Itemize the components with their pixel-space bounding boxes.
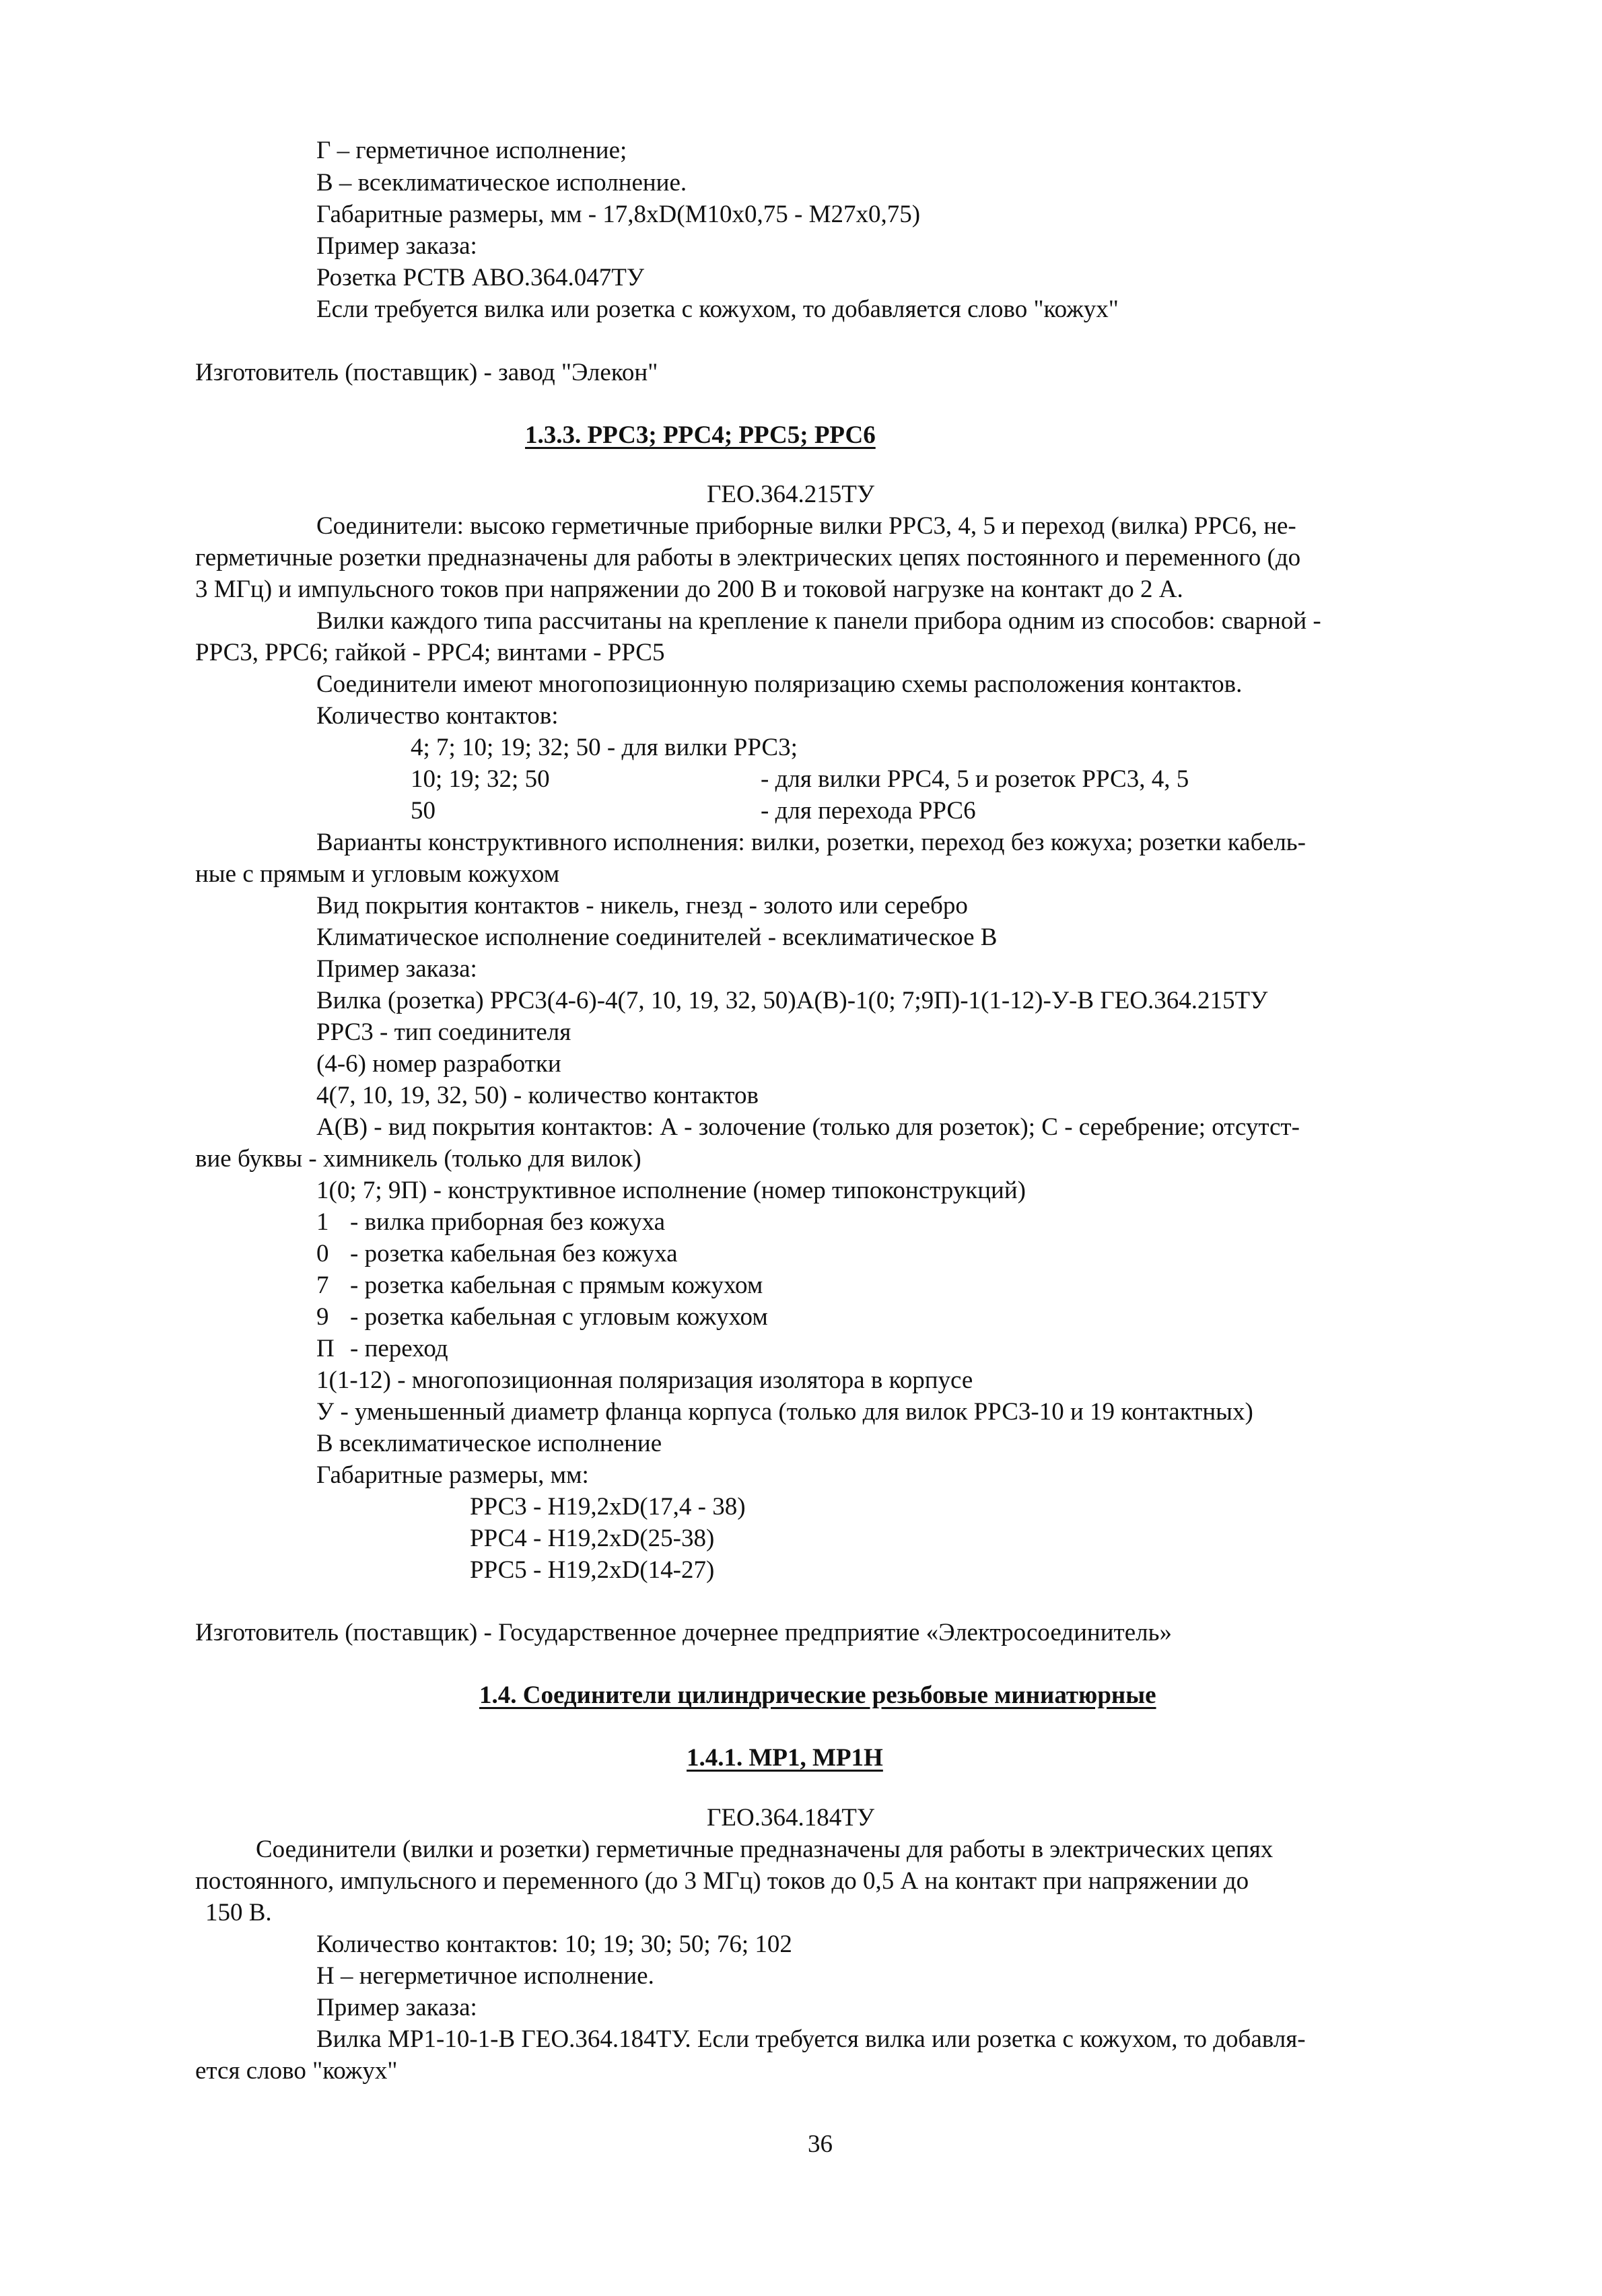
text-line: В всеклиматическое исполнение bbox=[316, 1430, 662, 1457]
text-line: Розетка РСТВ АВО.364.047ТУ bbox=[316, 264, 645, 291]
text-line: Количество контактов: bbox=[316, 702, 559, 730]
manufacturer-line: Изготовитель (поставщик) - Государственное дочернее предприятие «Электросоединитель» bbox=[195, 1619, 1172, 1646]
text-line: (4-6) номер разработки bbox=[316, 1050, 561, 1078]
page-number: 36 bbox=[808, 2130, 833, 2158]
contact-count-left: 10; 19; 32; 50 bbox=[411, 765, 550, 793]
text-line: Если требуется вилка или розетка с кожухом, то добавляется слово "кожух" bbox=[316, 295, 1119, 323]
type-text: - розетка кабельная с прямым кожухом bbox=[350, 1272, 763, 1299]
type-code: 1 bbox=[316, 1208, 329, 1236]
text-line: РРС3, РРС6; гайкой - РРС4; винтами - РРС5 bbox=[195, 639, 665, 666]
section-heading: 1.3.3. РРС3; РРС4; РРС5; РРС6 bbox=[525, 421, 876, 449]
text-line: 3 МГц) и импульсного токов при напряжении до 200 В и токовой нагрузке на контакт до 2 А. bbox=[195, 576, 1183, 603]
type-code: 9 bbox=[316, 1303, 329, 1331]
type-text: - розетка кабельная с угловым кожухом bbox=[350, 1303, 768, 1331]
text-line: РРС3 - тип соединителя bbox=[316, 1018, 571, 1046]
manufacturer-line: Изготовитель (поставщик) - завод "Элекон" bbox=[195, 359, 658, 386]
text-line: В – всеклиматическое исполнение. bbox=[316, 169, 687, 197]
text-line: Г – герметичное исполнение; bbox=[316, 137, 627, 164]
text-line: герметичные розетки предназначены для работы в электрических цепях постоянного и переменного (до bbox=[195, 544, 1301, 571]
text-line: 4(7, 10, 19, 32, 50) - количество контактов bbox=[316, 1082, 759, 1109]
text-line: ется слово "кожух" bbox=[195, 2057, 398, 2085]
text-line: Габаритные размеры, мм - 17,8хD(M10х0,75 - М27х0,75) bbox=[316, 201, 921, 228]
type-code: 0 bbox=[316, 1240, 329, 1267]
text-line: вие буквы - химникель (только для вилок) bbox=[195, 1145, 641, 1173]
type-text: - розетка кабельная без кожуха bbox=[350, 1240, 678, 1267]
text-line: Пример заказа: bbox=[316, 232, 477, 260]
text-line: 150 В. bbox=[205, 1899, 272, 1926]
text-line: У - уменьшенный диаметр фланца корпуса (только для вилок РРС3-10 и 19 контактных) bbox=[316, 1398, 1253, 1426]
text-line: Соединители: высоко герметичные приборные вилки РРС3, 4, 5 и переход (вилка) РРС6, не- bbox=[316, 512, 1296, 540]
text-line: Климатическое исполнение соединителей - всеклиматическое В bbox=[316, 924, 998, 951]
document-code: ГЕО.364.215ТУ bbox=[707, 481, 875, 508]
text-line: Вид покрытия контактов - никель, гнезд - золото или серебро bbox=[316, 892, 968, 919]
text-line: Н – негерметичное исполнение. bbox=[316, 1962, 654, 1990]
contact-count-left: 50 bbox=[411, 797, 436, 825]
section-heading: 1.4. Соединители цилиндрические резьбовые миниатюрные bbox=[479, 1681, 1156, 1709]
dimension-line: РРС4 - Н19,2хD(25-38) bbox=[470, 1525, 715, 1552]
text-line: постоянного, импульсного и переменного (до 3 МГц) токов до 0,5 А на контакт при напряжении до bbox=[195, 1867, 1249, 1895]
contact-count-left: 4; 7; 10; 19; 32; 50 - для вилки РРС3; bbox=[411, 734, 798, 761]
text-line: ные с прямым и угловым кожухом bbox=[195, 860, 560, 888]
document-code: ГЕО.364.184ТУ bbox=[707, 1804, 875, 1832]
type-code: 7 bbox=[316, 1272, 329, 1299]
text-line: Вилка МР1-10-1-В ГЕО.364.184ТУ. Если требуется вилка или розетка с кожухом, то добавля- bbox=[316, 2025, 1306, 2053]
dimension-line: РРС5 - Н19,2хD(14-27) bbox=[470, 1556, 715, 1584]
text-line: Соединители имеют многопозиционную поляризацию схемы расположения контактов. bbox=[316, 670, 1243, 698]
type-text: - вилка приборная без кожуха bbox=[350, 1208, 666, 1236]
subsection-heading: 1.4.1. МР1, МР1Н bbox=[687, 1744, 883, 1772]
text-line: Пример заказа: bbox=[316, 955, 477, 983]
text-line: Вилки каждого типа рассчитаны на крепление к панели прибора одним из способов: сварной - bbox=[316, 607, 1321, 635]
text-line: Пример заказа: bbox=[316, 1994, 477, 2021]
text-line: Габаритные размеры, мм: bbox=[316, 1461, 589, 1489]
type-text: - переход bbox=[350, 1335, 448, 1362]
text-line: А(В) - вид покрытия контактов: А - золочение (только для розеток); С - серебрение; отсутст- bbox=[316, 1113, 1300, 1141]
text-line: Количество контактов: 10; 19; 30; 50; 76; 102 bbox=[316, 1930, 792, 1958]
type-code: П bbox=[316, 1335, 335, 1362]
text-line: 1(1-12) - многопозиционная поляризация изолятора в корпусе bbox=[316, 1366, 973, 1394]
contact-count-right: - для перехода РРС6 bbox=[761, 797, 976, 825]
dimension-line: РРС3 - Н19,2хD(17,4 - 38) bbox=[470, 1493, 746, 1521]
text-line: 1(0; 7; 9П) - конструктивное исполнение (номер типоконструкций) bbox=[316, 1177, 1026, 1204]
text-line: Варианты конструктивного исполнения: вилки, розетки, переход без кожуха; розетки кабель- bbox=[316, 829, 1306, 856]
text-line: Соединители (вилки и розетки) герметичные предназначены для работы в электрических цепях bbox=[256, 1836, 1274, 1863]
order-example: Вилка (розетка) РРС3(4-6)-4(7, 10, 19, 32, 50)А(В)-1(0; 7;9П)-1(1-12)-У-В ГЕО.364.215ТУ bbox=[316, 987, 1268, 1014]
contact-count-right: - для вилки РРС4, 5 и розеток РРС3, 4, 5 bbox=[761, 765, 1189, 793]
